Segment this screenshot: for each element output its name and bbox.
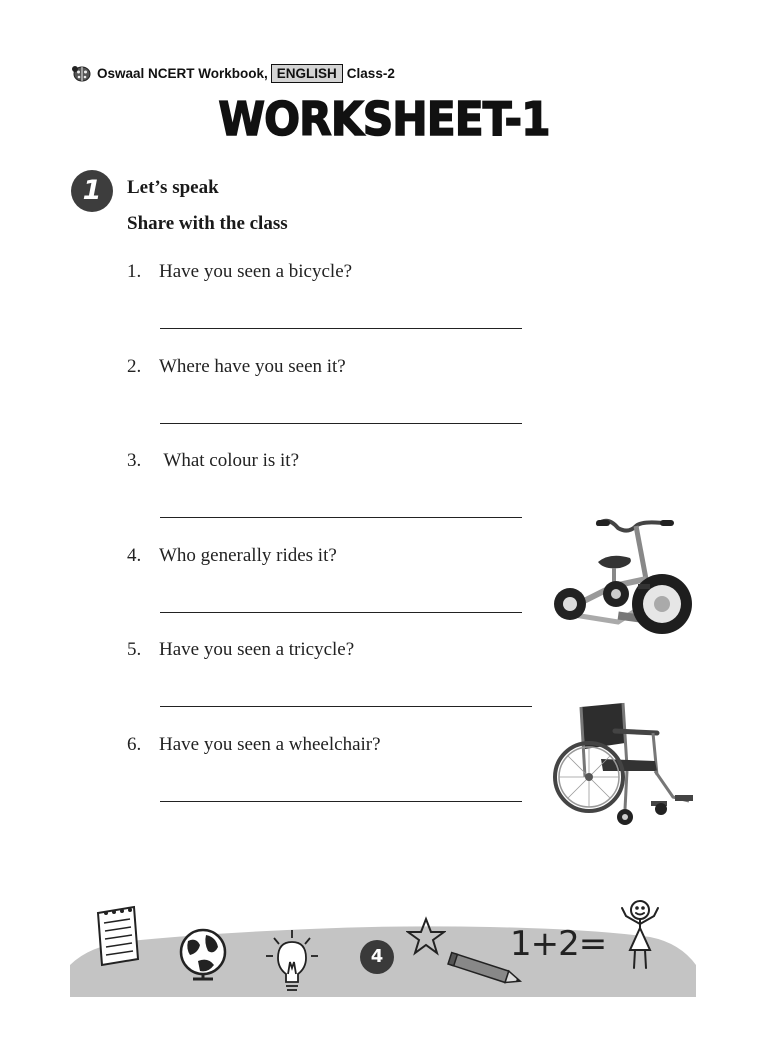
- question-number: 1.: [127, 261, 142, 282]
- math-doodle: 1+2=: [510, 924, 607, 964]
- ladybug-logo-icon: [70, 63, 92, 83]
- answer-line[interactable]: [160, 517, 522, 518]
- question-item: [0, 261, 768, 285]
- question-text: Have you seen a tricycle?: [159, 639, 355, 660]
- answer-line[interactable]: [160, 706, 532, 707]
- publisher-text: Oswaal NCERT Workbook,: [97, 65, 268, 81]
- class-label: Class-2: [346, 65, 395, 81]
- section-number-badge: 1: [71, 170, 113, 212]
- book-header: [70, 62, 395, 84]
- question-text: What colour is it?: [159, 450, 300, 471]
- answer-line[interactable]: [160, 328, 522, 329]
- question-item: [0, 450, 768, 474]
- globe-icon: [178, 927, 228, 981]
- question-number: 3.: [127, 450, 142, 471]
- question-number: 5.: [127, 639, 142, 660]
- question-text: Have you seen a bicycle?: [159, 261, 353, 282]
- question-number: 6.: [127, 734, 142, 755]
- notepad-icon: [92, 905, 142, 967]
- question-text: Who generally rides it?: [159, 545, 337, 566]
- question-number: 4.: [127, 545, 142, 566]
- subject-badge: ENGLISH: [271, 64, 343, 83]
- star-icon: [406, 916, 446, 956]
- stick-figure-icon: [616, 898, 664, 972]
- question-item: [0, 356, 768, 380]
- answer-line[interactable]: [160, 423, 522, 424]
- section-heading: Let’s speak: [127, 177, 219, 198]
- question-number: 2.: [127, 356, 142, 377]
- tricycle-image: [548, 514, 696, 644]
- worksheet-title: WORKSHEET-1: [218, 92, 550, 146]
- answer-line[interactable]: [160, 612, 522, 613]
- wheelchair-image: [553, 697, 698, 833]
- section-subheading: Share with the class: [127, 213, 288, 234]
- question-text: Have you seen a wheelchair?: [159, 734, 381, 755]
- lightbulb-icon: [264, 928, 320, 998]
- question-text: Where have you seen it?: [159, 356, 346, 377]
- answer-line[interactable]: [160, 801, 522, 802]
- page-number: 4: [360, 940, 394, 974]
